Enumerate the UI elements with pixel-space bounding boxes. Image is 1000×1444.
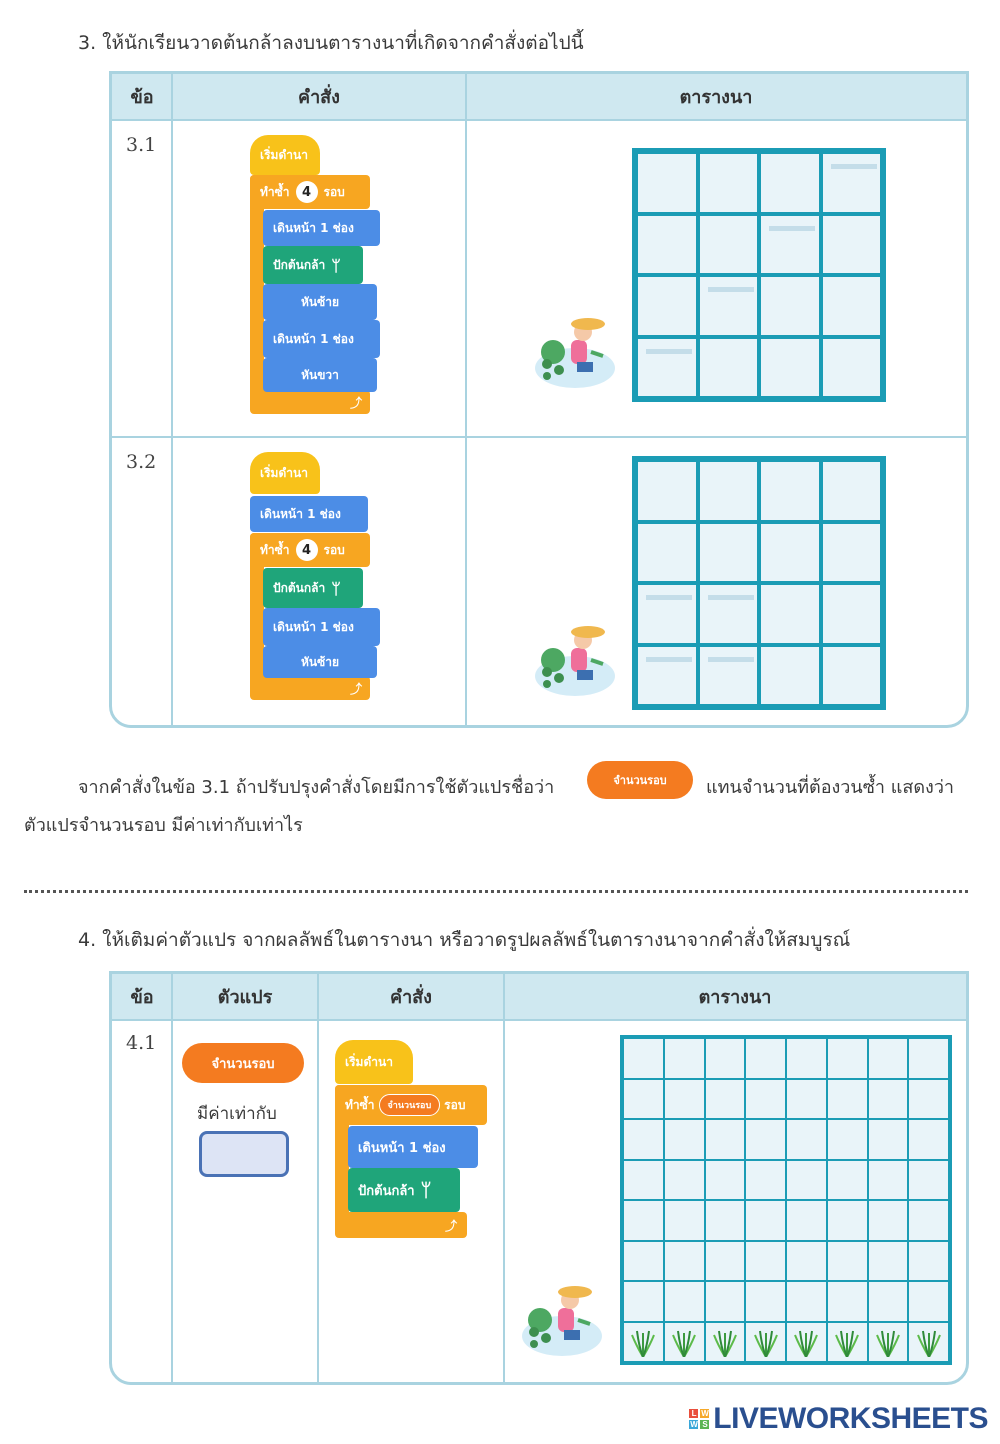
start-block[interactable]: เริ่มดำนา [250,135,320,175]
grid-cell[interactable] [908,1079,949,1120]
grid-cell[interactable] [868,1322,909,1363]
grid-cell[interactable] [705,1160,746,1201]
logo-letter: W [690,1420,698,1429]
header-no: ข้อ [130,987,154,1008]
grid-cell[interactable] [705,1200,746,1241]
seedling-icon [630,1327,656,1357]
repeat-block[interactable] [335,1085,487,1125]
grid-cell[interactable] [868,1200,909,1241]
seedling-icon [671,1327,697,1357]
drop-mark [708,287,754,292]
grid-cell[interactable] [821,214,883,276]
grid-cell[interactable] [759,337,821,399]
grid-cell[interactable] [664,1281,705,1322]
logo-letter: W [701,1409,709,1418]
repeat-block-arm [250,175,264,405]
turn-left-block[interactable]: หันซ้าย [263,284,377,320]
divider [465,74,467,728]
repeat-count[interactable]: 4 [296,539,318,561]
grid-cell[interactable] [908,1038,949,1079]
grid-cell[interactable] [759,214,821,276]
grid-cell[interactable] [827,1038,868,1079]
seedling-icon [834,1327,860,1357]
grid-cell[interactable] [759,583,821,645]
divider [503,974,505,1385]
grid-cell[interactable] [623,1079,664,1120]
grid-cell[interactable] [698,583,760,645]
grid-cell[interactable] [759,152,821,214]
q4-heading: 4. ให้เติมค่าตัวแปร จากผลลัพธ์ในตารางนา หรือวาดรูปผลลัพธ์ในตารางนาจากคำสั่งให้สมบูรณ์ [78,929,851,951]
grid-cell[interactable] [908,1281,949,1322]
grid-cell[interactable] [759,460,821,522]
grid-cell[interactable] [868,1079,909,1120]
seedling-icon: ᛘ [420,1179,432,1201]
header-no: ข้อ [130,87,154,108]
grid-cell[interactable] [868,1281,909,1322]
grid-cell[interactable] [664,1079,705,1120]
grid-cell[interactable] [698,152,760,214]
grid-cell[interactable] [636,522,698,584]
grid-cell[interactable] [908,1160,949,1201]
seedling-icon [753,1327,779,1357]
grid-cell[interactable] [786,1241,827,1282]
logo-mark-icon [689,1409,709,1429]
drop-mark [708,595,754,600]
grid-cell[interactable] [698,522,760,584]
grid-cell[interactable] [636,460,698,522]
logo-letter: S [700,1420,709,1429]
grid-cell[interactable] [664,1160,705,1201]
grid-cell[interactable] [664,1119,705,1160]
header-command: คำสั่ง [390,987,432,1008]
seedling-icon: ᛘ [331,255,341,275]
q4-table-header [112,974,966,1021]
drop-mark [646,657,692,662]
move-forward-block[interactable]: เดินหน้า 1 ช่อง [250,496,368,532]
grid-cell[interactable] [745,1200,786,1241]
grid-cell[interactable] [623,1200,664,1241]
grid-cell[interactable] [745,1119,786,1160]
grid-cell[interactable] [636,214,698,276]
repeat-block-footer: ⤴ [250,390,370,414]
grid-cell[interactable] [636,645,698,707]
grid-cell[interactable] [698,275,760,337]
grid-cell[interactable] [821,275,883,337]
grid-cell[interactable] [698,214,760,276]
move-forward-block[interactable]: เดินหน้า 1 ช่อง [263,210,380,246]
seedling-icon [793,1327,819,1357]
grid-cell[interactable] [827,1119,868,1160]
grid-cell[interactable] [623,1160,664,1201]
grid-cell[interactable] [745,1241,786,1282]
row-number: 3.2 [126,451,157,473]
grid-cell[interactable] [786,1322,827,1363]
repeat-block[interactable] [250,175,370,209]
start-block[interactable]: เริ่มดำนา [250,452,320,494]
rice-field-grid-4-1[interactable] [620,1035,952,1365]
equals-label: มีค่าเท่ากับ [197,1104,277,1124]
question-text-line2: ตัวแปรจำนวนรอบ มีค่าเท่ากับเท่าไร [24,815,303,836]
grid-cell[interactable] [623,1038,664,1079]
farmer-icon [533,312,619,390]
grid-cell[interactable] [868,1119,909,1160]
header-field: ตารางนา [698,987,772,1008]
rice-field-grid-3-1[interactable] [632,148,886,402]
q3-table-header [112,74,966,121]
grid-cell[interactable] [868,1241,909,1282]
repeat-variable[interactable]: จำนวนรอบ [379,1094,441,1116]
drop-mark [646,595,692,600]
block-label: ปักต้นกล้า [273,580,326,595]
grid-cell[interactable] [827,1322,868,1363]
grid-cell[interactable] [745,1160,786,1201]
grid-cell[interactable] [786,1038,827,1079]
grid-cell[interactable] [908,1119,949,1160]
grid-cell[interactable] [908,1241,949,1282]
grid-cell[interactable] [705,1079,746,1120]
variable-label: จำนวนรอบ [182,1043,304,1083]
header-command: คำสั่ง [298,87,340,108]
grid-cell[interactable] [759,275,821,337]
grid-cell[interactable] [705,1241,746,1282]
grid-cell[interactable] [786,1200,827,1241]
grid-cell[interactable] [623,1322,664,1363]
move-forward-block[interactable]: เดินหน้า 1 ช่อง [263,320,380,358]
grid-cell[interactable] [745,1079,786,1120]
grid-cell[interactable] [705,1119,746,1160]
farmer-icon [533,620,619,698]
grid-cell[interactable] [698,337,760,399]
grid-cell[interactable] [664,1322,705,1363]
rice-field-grid-3-2[interactable] [632,456,886,710]
grid-cell[interactable] [827,1281,868,1322]
divider [112,436,969,438]
grid-cell[interactable] [908,1322,949,1363]
liveworksheets-logo [689,1402,988,1436]
grid-cell[interactable] [636,152,698,214]
grid-cell[interactable] [786,1160,827,1201]
plant-seedling-block[interactable] [263,246,363,284]
grid-cell[interactable] [827,1200,868,1241]
grid-cell[interactable] [745,1322,786,1363]
divider [171,974,173,1385]
grid-cell[interactable] [698,460,760,522]
repeat-block[interactable] [250,533,370,567]
grid-cell[interactable] [786,1119,827,1160]
plant-seedling-block[interactable] [263,568,363,608]
grid-cell[interactable] [827,1079,868,1120]
grid-cell[interactable] [705,1322,746,1363]
grid-cell[interactable] [821,460,883,522]
row-number: 3.1 [126,134,157,156]
logo-letter: L [689,1409,698,1418]
row-number: 4.1 [126,1032,157,1054]
repeat-count[interactable]: 4 [296,181,318,203]
header-variable: ตัวแปร [217,987,273,1008]
answer-line[interactable] [24,890,968,893]
grid-cell[interactable] [759,645,821,707]
seedling-icon: ᛘ [331,578,341,598]
grid-cell[interactable] [827,1241,868,1282]
grid-cell[interactable] [821,522,883,584]
turn-left-block[interactable]: หันซ้าย [263,646,377,678]
block-label: ปักต้นกล้า [273,257,326,272]
question-text-line1: จากคำสั่งในข้อ 3.1 ถ้าปรับปรุงคำสั่งโดยมีการใช้ตัวแปรชื่อว่า [78,777,555,798]
grid-cell[interactable] [786,1281,827,1322]
repeat-block-footer: ⤴ [335,1212,467,1238]
grid-cell[interactable] [664,1200,705,1241]
grid-cell[interactable] [664,1241,705,1282]
grid-cell[interactable] [821,337,883,399]
question-text-line1-end: แทนจำนวนที่ต้องวนซ้ำ แสดงว่า [706,777,955,798]
grid-cell[interactable] [821,152,883,214]
seedling-icon [875,1327,901,1357]
repeat-suffix: รอบ [444,1097,466,1112]
q3-heading: 3. ให้นักเรียนวาดต้นกล้าลงบนตารางนาที่เกิดจากคำสั่งต่อไปนี้ [78,32,584,54]
logo-text: LIVEWORKSHEETS [713,1402,988,1435]
grid-cell[interactable] [759,522,821,584]
seedling-icon [916,1327,942,1357]
grid-cell[interactable] [636,583,698,645]
start-block[interactable]: เริ่มดำนา [335,1040,413,1084]
grid-cell[interactable] [636,275,698,337]
variable-pill: จำนวนรอบ [587,761,693,799]
grid-cell[interactable] [705,1038,746,1079]
seedling-icon [712,1327,738,1357]
repeat-block-footer: ⤴ [250,676,370,700]
grid-cell[interactable] [821,645,883,707]
grid-cell[interactable] [623,1281,664,1322]
repeat-suffix: รอบ [323,184,345,199]
grid-cell[interactable] [908,1200,949,1241]
drop-mark [646,349,692,354]
block-label: ปักต้นกล้า [358,1183,415,1199]
grid-cell[interactable] [868,1038,909,1079]
drop-mark [769,226,815,231]
grid-cell[interactable] [745,1038,786,1079]
move-forward-block[interactable]: เดินหน้า 1 ช่อง [263,608,380,646]
grid-cell[interactable] [821,583,883,645]
grid-cell[interactable] [745,1281,786,1322]
divider [171,74,173,728]
repeat-suffix: รอบ [323,542,345,557]
drop-mark [831,164,877,169]
repeat-prefix: ทำซ้ำ [260,542,290,557]
grid-cell[interactable] [636,337,698,399]
grid-cell[interactable] [623,1241,664,1282]
divider [317,974,319,1385]
grid-cell[interactable] [705,1281,746,1322]
drop-mark [708,657,754,662]
farmer-icon [520,1280,606,1358]
grid-cell[interactable] [827,1160,868,1201]
plant-seedling-block[interactable] [348,1168,460,1212]
repeat-prefix: ทำซ้ำ [260,184,290,199]
variable-value-input[interactable] [199,1131,289,1177]
move-forward-block[interactable]: เดินหน้า 1 ช่อง [348,1126,478,1168]
grid-cell[interactable] [698,645,760,707]
repeat-prefix: ทำซ้ำ [345,1097,375,1112]
grid-cell[interactable] [623,1119,664,1160]
turn-right-block[interactable]: หันขวา [263,358,377,392]
grid-cell[interactable] [664,1038,705,1079]
header-field: ตารางนา [679,87,753,108]
grid-cell[interactable] [868,1160,909,1201]
grid-cell[interactable] [786,1079,827,1120]
